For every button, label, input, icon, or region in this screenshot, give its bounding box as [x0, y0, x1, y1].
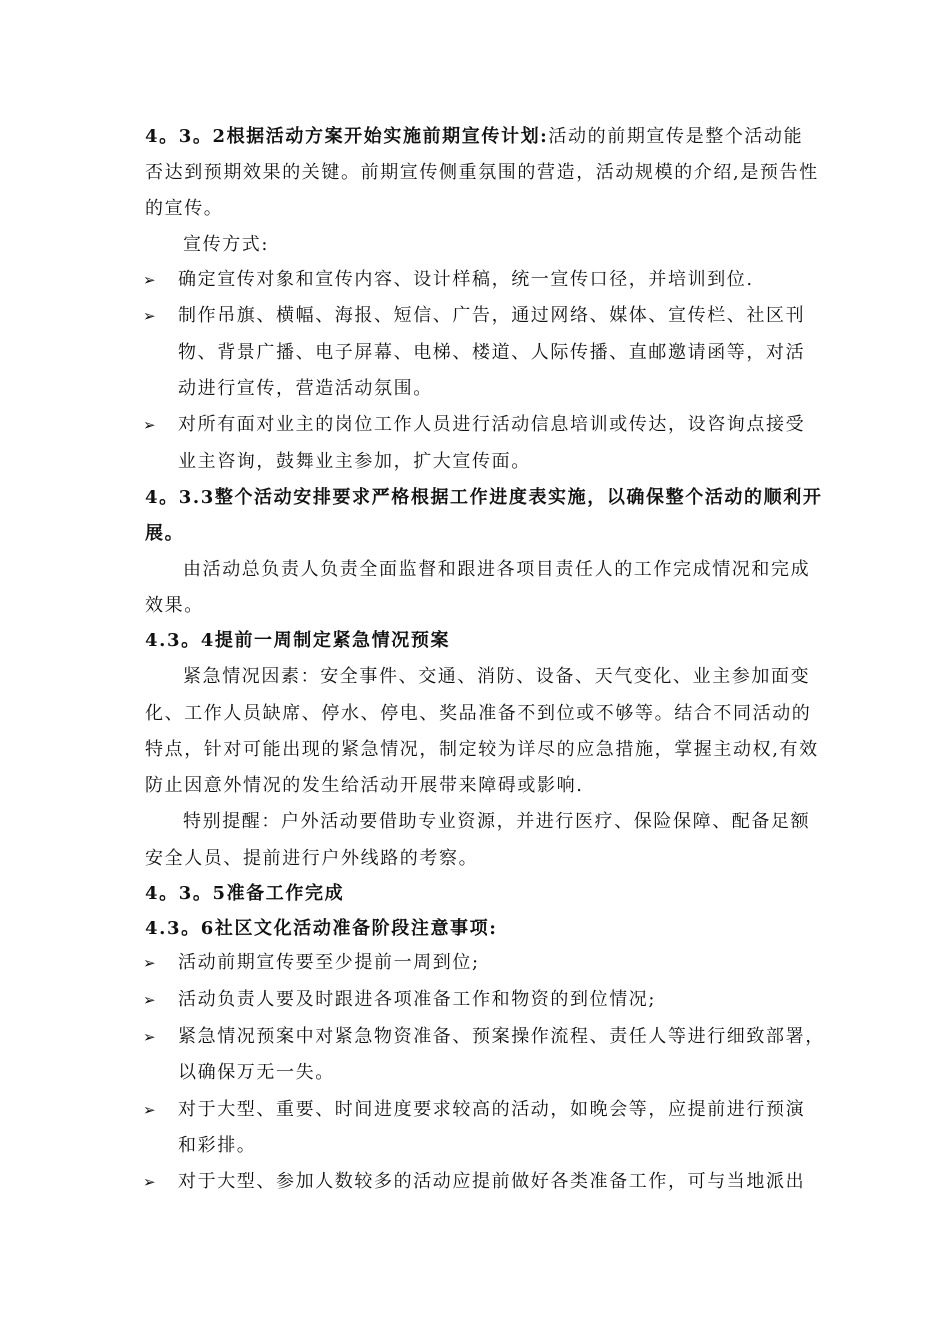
section-4-3-2-text: 活动的前期宣传是整个活动能 — [548, 126, 804, 147]
special-reminder-line: 特别提醒：户外活动要借助专业资源，并进行医疗、保险保障、配备足额 — [183, 811, 811, 832]
paragraph-line: 化、工作人员缺席、停水、停电、奖品准备不到位或不够等。结合不同活动的 — [145, 703, 812, 724]
paragraph-line: 由活动总负责人负责全面监督和跟进各项目责任人的工作完成情况和完成 — [183, 559, 811, 580]
bullet-item-continued: 和彩排。 — [178, 1135, 257, 1156]
paragraph-line: 否达到预期效果的关键。前期宣传侧重氛围的营造，活动规模的介绍,是预告性 — [145, 162, 819, 183]
paragraph-line: 紧急情况因素：安全事件、交通、消防、设备、天气变化、业主参加面变 — [183, 666, 811, 687]
bullet-arrow-icon: ➢ — [143, 991, 156, 1009]
special-reminder-line: 安全人员、提前进行户外线路的考察。 — [145, 848, 479, 869]
bullet-item-continued: 以确保万无一失。 — [178, 1062, 335, 1083]
section-4-3-2-heading: 4。3。2根据活动方案开始实施前期宣传计划: — [145, 126, 549, 147]
methods-label: 宣传方式: — [183, 234, 270, 255]
bullet-arrow-icon: ➢ — [143, 1028, 156, 1046]
bullet-item: 对于大型、重要、时间进度要求较高的活动，如晚会等，应提前进行预演 — [178, 1099, 806, 1120]
bullet-item: 对于大型、参加人数较多的活动应提前做好各类准备工作，可与当地派出 — [178, 1171, 806, 1192]
bullet-arrow-icon: ➢ — [143, 1101, 156, 1119]
bullet-item: 确定宣传对象和宣传内容、设计样稿，统一宣传口径，并培训到位. — [178, 269, 754, 290]
bullet-arrow-icon: ➢ — [143, 954, 156, 972]
bullet-item: 活动前期宣传要至少提前一周到位; — [178, 952, 480, 973]
bullet-item: 活动负责人要及时跟进各项准备工作和物资的到位情况; — [178, 989, 657, 1010]
bullet-arrow-icon: ➢ — [143, 416, 156, 434]
section-4-3-2-line-1 — [145, 125, 803, 149]
bullet-item-continued: 动进行宣传，营造活动氛围。 — [178, 378, 433, 399]
bullet-item: 制作吊旗、横幅、海报、短信、广告，通过网络、媒体、宣传栏、社区刊 — [178, 305, 806, 326]
paragraph-line: 效果。 — [145, 595, 204, 616]
section-4-3-6-heading: 4.3。6社区文化活动准备阶段注意事项: — [145, 918, 498, 939]
section-4-3-3-heading: 4。3.3整个活动安排要求严格根据工作进度表实施，以确保整个活动的顺利开 — [145, 487, 823, 508]
section-4-3-5-heading: 4。3。5准备工作完成 — [145, 883, 345, 904]
bullet-arrow-icon: ➢ — [143, 1173, 156, 1191]
paragraph-line: 防止因意外情况的发生给活动开展带来障碍或影响. — [145, 775, 584, 796]
section-4-3-3-heading-continued: 展。 — [145, 523, 185, 544]
bullet-arrow-icon: ➢ — [143, 307, 156, 325]
bullet-arrow-icon: ➢ — [143, 271, 156, 289]
bullet-item: 紧急情况预案中对紧急物资准备、预案操作流程、责任人等进行细致部署， — [178, 1026, 825, 1047]
bullet-item: 对所有面对业主的岗位工作人员进行活动信息培训或传达，设咨询点接受 — [178, 414, 806, 435]
bullet-item-continued: 物、背景广播、电子屏幕、电梯、楼道、人际传播、直邮邀请函等，对活 — [178, 342, 806, 363]
bullet-item-continued: 业主咨询，鼓舞业主参加，扩大宣传面。 — [178, 451, 531, 472]
paragraph-line: 的宣传。 — [145, 198, 224, 219]
paragraph-line: 特点，针对可能出现的紧急情况，制定较为详尽的应急措施，掌握主动权,有效 — [145, 739, 819, 760]
section-4-3-4-heading: 4.3。4提前一周制定紧急情况预案 — [145, 630, 451, 651]
